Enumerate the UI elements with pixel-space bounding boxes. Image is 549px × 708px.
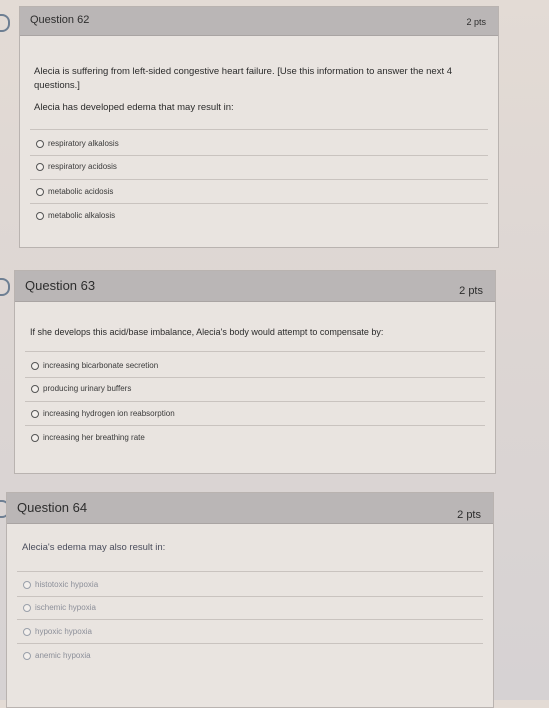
answer-option[interactable] bbox=[31, 384, 131, 393]
divider bbox=[30, 129, 488, 130]
question-62-points: 2 pts bbox=[466, 17, 486, 27]
answer-option-label: hypoxic hypoxia bbox=[35, 627, 92, 636]
radio-button[interactable] bbox=[36, 188, 44, 196]
question-62-header bbox=[20, 7, 498, 36]
radio-button[interactable] bbox=[31, 385, 39, 393]
question-62-prompt-context: Alecia is suffering from left-sided congestive heart failure. [Use this information to answer the next 4 questions.] bbox=[34, 66, 453, 91]
question-62-card bbox=[19, 6, 499, 248]
question-62-marker bbox=[0, 14, 10, 32]
answer-option[interactable] bbox=[23, 651, 91, 660]
question-62-title: Question 62 bbox=[30, 14, 90, 26]
radio-button[interactable] bbox=[23, 652, 31, 660]
question-63-prompt: If she develops this acid/base imbalance, Alecia's body would attempt to compensate by: bbox=[30, 327, 384, 337]
answer-option-label: histotoxic hypoxia bbox=[35, 580, 99, 589]
question-64-header bbox=[7, 493, 493, 524]
answer-option[interactable] bbox=[36, 139, 119, 148]
divider bbox=[30, 203, 488, 204]
divider bbox=[17, 596, 483, 597]
answer-option-label: increasing hydrogen ion reabsorption bbox=[43, 409, 175, 418]
answer-option-label: respiratory alkalosis bbox=[48, 139, 119, 148]
answer-option[interactable] bbox=[31, 409, 175, 418]
answer-option[interactable] bbox=[36, 162, 117, 171]
question-64-points: 2 pts bbox=[457, 509, 481, 521]
answer-option[interactable] bbox=[23, 580, 98, 589]
radio-button[interactable] bbox=[23, 581, 31, 589]
question-64-card bbox=[6, 492, 494, 708]
answer-option-label: increasing her breathing rate bbox=[43, 433, 145, 442]
answer-option[interactable] bbox=[23, 603, 96, 612]
answer-option-label: metabolic alkalosis bbox=[48, 211, 116, 220]
divider bbox=[30, 179, 488, 180]
question-63-title: Question 63 bbox=[25, 278, 96, 293]
answer-option[interactable] bbox=[23, 627, 92, 636]
divider bbox=[17, 619, 483, 620]
divider bbox=[17, 643, 483, 644]
answer-option[interactable] bbox=[31, 361, 158, 370]
question-62-prompt: Alecia has developed edema that may result in: bbox=[34, 102, 234, 113]
answer-option-label: producing urinary buffers bbox=[43, 384, 132, 393]
radio-button[interactable] bbox=[23, 604, 31, 612]
divider bbox=[25, 425, 485, 426]
radio-button[interactable] bbox=[31, 410, 39, 418]
answer-option[interactable] bbox=[31, 433, 145, 442]
question-63-card bbox=[14, 270, 496, 474]
answer-option-label: anemic hypoxia bbox=[35, 651, 91, 660]
radio-button[interactable] bbox=[23, 628, 31, 636]
question-63-header bbox=[15, 271, 495, 302]
radio-button[interactable] bbox=[36, 140, 44, 148]
answer-option-label: respiratory acidosis bbox=[48, 162, 117, 171]
radio-button[interactable] bbox=[36, 212, 44, 220]
divider bbox=[25, 377, 485, 378]
question-64-title: Question 64 bbox=[17, 500, 88, 515]
radio-button[interactable] bbox=[36, 163, 44, 171]
radio-button[interactable] bbox=[31, 434, 39, 442]
answer-option[interactable] bbox=[36, 211, 115, 220]
answer-option[interactable] bbox=[36, 187, 113, 196]
radio-button[interactable] bbox=[31, 362, 39, 370]
divider bbox=[30, 155, 488, 156]
answer-option-label: metabolic acidosis bbox=[48, 187, 114, 196]
question-64-prompt: Alecia's edema may also result in: bbox=[22, 542, 166, 553]
divider bbox=[25, 351, 485, 352]
answer-option-label: ischemic hypoxia bbox=[35, 603, 96, 612]
divider bbox=[17, 571, 483, 572]
question-63-marker bbox=[0, 278, 10, 296]
question-63-points: 2 pts bbox=[459, 285, 483, 297]
answer-option-label: increasing bicarbonate secretion bbox=[43, 361, 159, 370]
divider bbox=[25, 401, 485, 402]
